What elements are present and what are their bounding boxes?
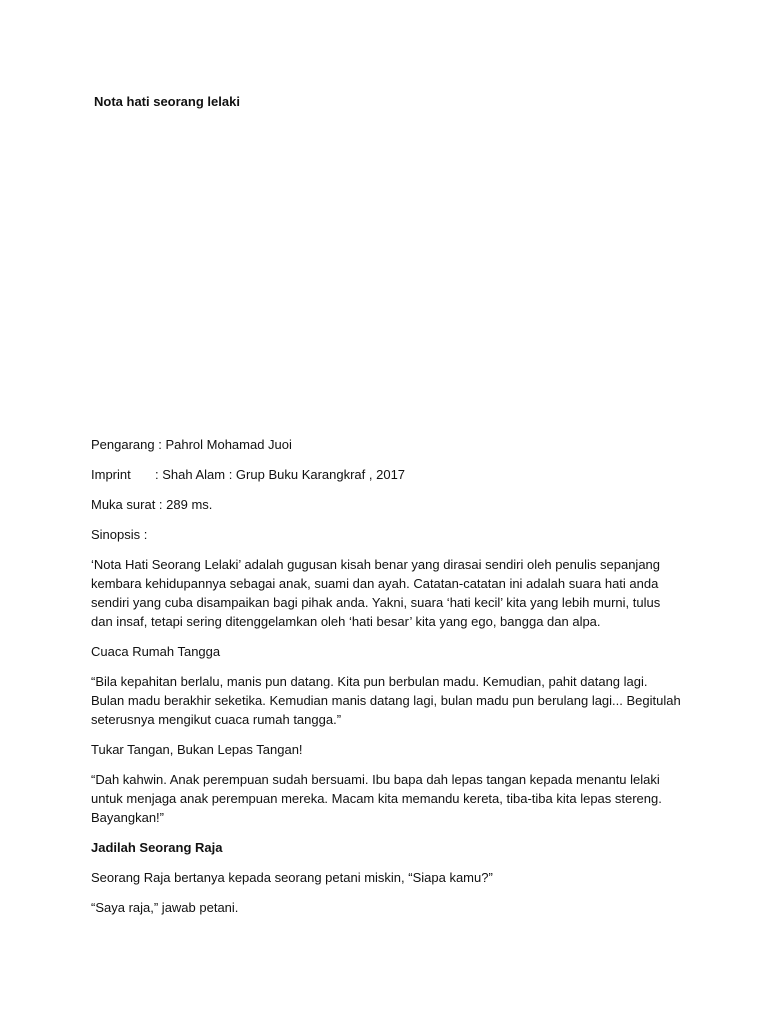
section-heading-tukar-tangan: Tukar Tangan, Bukan Lepas Tangan! <box>91 742 303 757</box>
imprint-line <box>91 465 681 484</box>
document-title: Nota hati seorang lelaki <box>94 94 240 109</box>
section-reply-raja: “Saya raja,” jawab petani. <box>91 900 239 915</box>
section-text-raja: Seorang Raja bertanya kepada seorang petani miskin, “Siapa kamu?” <box>91 870 493 885</box>
section-heading-raja: Jadilah Seorang Raja <box>91 840 223 855</box>
author-line: Pengarang : Pahrol Mohamad Juoi <box>91 437 292 452</box>
synopsis-heading: Sinopsis : <box>91 527 148 542</box>
document-body <box>91 435 681 928</box>
imprint-value: : Shah Alam : Grup Buku Karangkraf , 2017 <box>155 467 406 482</box>
synopsis-text: ‘Nota Hati Seorang Lelaki’ adalah gugusan kisah benar yang dirasai sendiri oleh penulis sepanjang kembara kehidupannya sebagai anak, suami dan ayah. Catatan-catatan ini adalah suara hati anda sendiri yang cuba disampaikan bagi pihak anda. Yakni, suara ‘hati kecil’ kita yang lebih murni, tulus dan insaf, tetapi sering ditenggelamkan oleh ‘hati besar’ kita yang ego, bangga dan alpa. <box>91 557 661 629</box>
section-heading-cuaca: Cuaca Rumah Tangga <box>91 644 221 659</box>
pages-line: Muka surat : 289 ms. <box>91 497 213 512</box>
section-text-cuaca: “Bila kepahitan berlalu, manis pun datang. Kita pun berbulan madu. Kemudian, pahit datang lagi. Bulan madu berakhir seketika. Kemudian manis datang lagi, bulan madu pun berulang lagi... Begitulah seterusnya mengikut cuaca rumah tangga.” <box>91 674 681 727</box>
imprint-label: Imprint <box>91 467 131 482</box>
section-text-tukar-tangan: “Dah kahwin. Anak perempuan sudah bersuami. Ibu bapa dah lepas tangan kepada menantu lelaki untuk menjaga anak perempuan mereka. Macam kita memandu kereta, tiba-tiba kita lepas stereng. Bayangkan!” <box>91 772 662 825</box>
